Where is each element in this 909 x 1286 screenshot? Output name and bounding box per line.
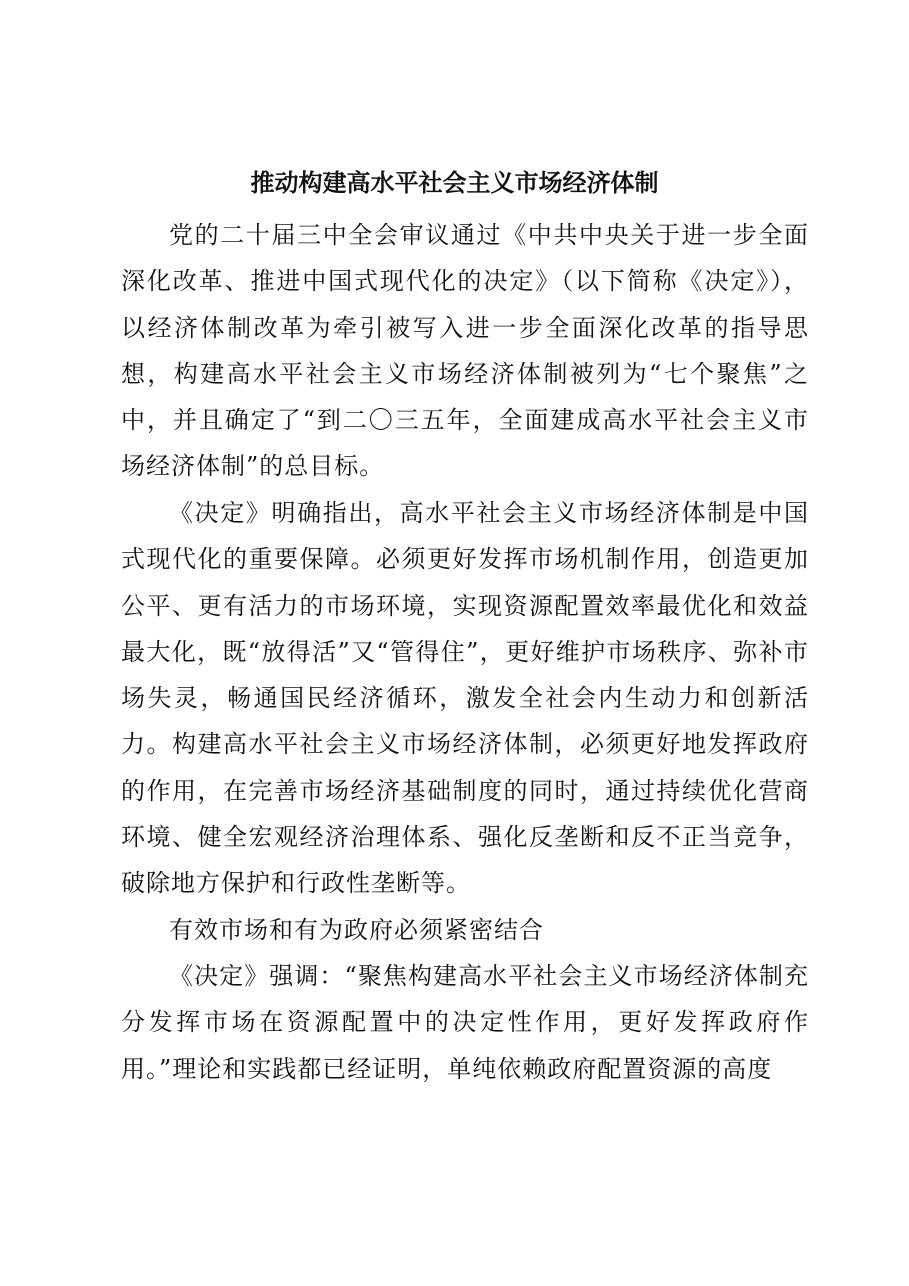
- section-heading: 有效市场和有为政府必须紧密结合: [169, 916, 544, 944]
- paragraph-2: 《决定》明确指出，高水平社会主义市场经济体制是中国式现代化的重要保障。必须更好发挥市场机制作用，创造更加公平、更有活力的市场环境，实现资源配置效率最优化和效益最大化，既“放得活”又“管得住”，更好维护市场秩序、弥补市场失灵，畅通国民经济循环，激发全社会内生动力和创新活力。构建高水平社会主义市场经济体制，必须更好地发挥政府的作用，在完善市场经济基础制度的同时，通过持续优化营商环境、健全宏观经济治理体系、强化反垄断和反不正当竞争，破除地方保护和行政性垄断等。: [121, 499, 809, 898]
- paragraph-1: 党的二十届三中全会审议通过《中共中央关于进一步全面深化改革、推进中国式现代化的决定》（以下简称《决定》），以经济体制改革为牵引被写入进一步全面深化改革的指导思想，构建高水平社会主义市场经济体制被列为“七个聚焦”之中，并且确定了“到二〇三五年，全面建成高水平社会主义市场经济体制”的总目标。: [121, 221, 809, 481]
- document-title: 推动构建高水平社会主义市场经济体制: [250, 168, 659, 197]
- paragraph-3: 《决定》强调：“聚焦构建高水平社会主义市场经济体制充分发挥市场在资源配置中的决定性作用，更好发挥政府作用。”理论和实践都已经证明，单纯依赖政府配置资源的高度: [121, 962, 809, 1083]
